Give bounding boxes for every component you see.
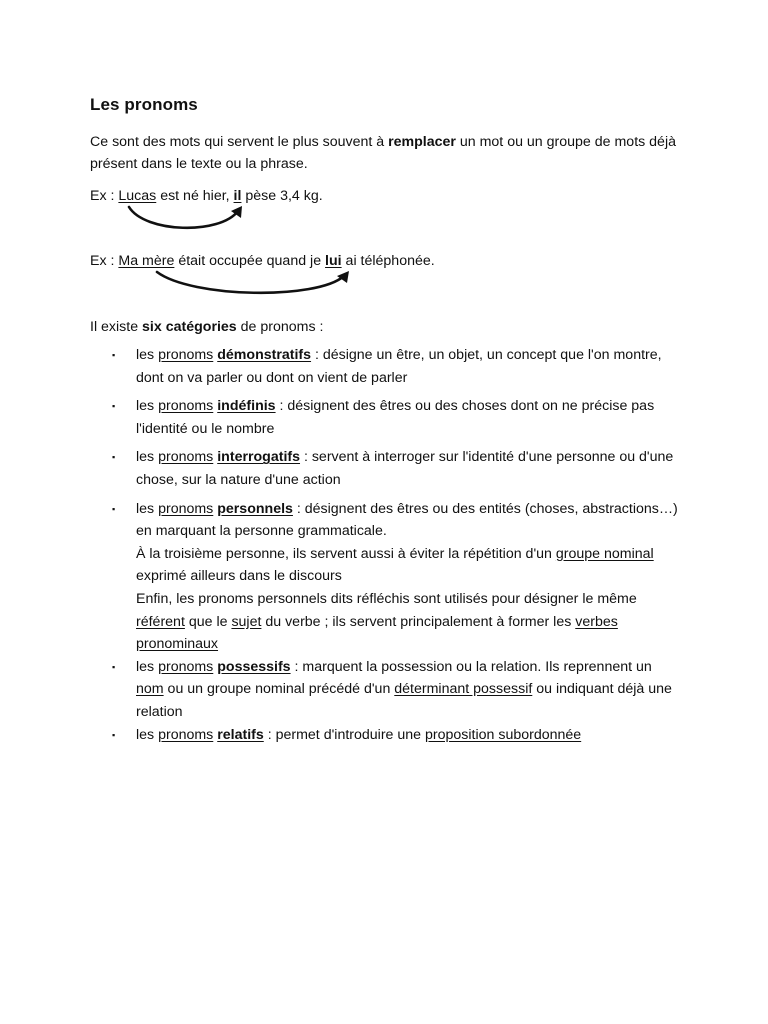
list-item-demonstratifs [90, 344, 680, 389]
verbes-pronominaux-link[interactable]: verbes pronominaux [136, 613, 618, 653]
item-prefix: les [136, 500, 159, 517]
item-kind-link[interactable]: possessifs [217, 658, 291, 675]
categories-intro-end: de pronoms : [236, 319, 324, 335]
item-description-end: ou indiquant déjà une relation [136, 681, 672, 720]
bullet-icon: ▪ [112, 401, 116, 412]
sujet-link[interactable]: sujet [231, 613, 262, 630]
example-2-arrow-icon [152, 268, 357, 300]
bullet-icon: ▪ [112, 350, 116, 360]
item-kind-link[interactable]: indéfinis [217, 398, 276, 415]
proposition-subordonnee-link[interactable]: proposition subordonnée [425, 726, 582, 743]
item-description: : servent à interroger sur l'identité d'une personne ou d'une chose, sur la nature d'une action [136, 449, 674, 488]
item-prefix: les [136, 398, 159, 415]
list-item-indefinis [90, 395, 680, 440]
bullet-icon: ▪ [112, 729, 116, 740]
item-prefix: les [136, 658, 159, 675]
item-kind-link[interactable]: démonstratifs [217, 347, 312, 363]
item-kind-link[interactable]: personnels [217, 500, 293, 517]
example-2-pronoun: lui [325, 253, 342, 269]
item-kind-link[interactable]: relatifs [217, 726, 264, 743]
item-line3-start: Enfin, les pronoms personnels dits réfléchis sont utilisés pour désigner le même [136, 590, 637, 607]
example-1-pronoun: il [233, 188, 242, 204]
item-line3-mid2: du verbe ; ils servent principalement à former les [261, 613, 576, 630]
example-1-antecedent: Lucas [118, 188, 157, 204]
item-description: : désigne un être, un objet, un concept que l'on montre, dont on va parler ou dont on vient de parler [136, 347, 662, 386]
list-item-possessifs [90, 656, 680, 724]
item-pronoms-link[interactable]: pronoms [158, 449, 214, 466]
categories-intro-start: Il existe [90, 319, 143, 335]
intro-text-start: Ce sont des mots qui servent le plus souvent à [90, 134, 389, 150]
example-1-middle: est né hier, [156, 188, 234, 204]
item-description-start: : marquent la possession ou la relation. Ils reprennent un [290, 658, 652, 675]
categories-intro [90, 316, 323, 338]
list-item-interrogatifs [90, 446, 680, 491]
item-line2-start: À la troisième personne, ils servent aussi à éviter la répétition d'un [136, 545, 556, 562]
bullet-icon: ▪ [112, 661, 116, 672]
example-2-prefix: Ex : [90, 253, 119, 269]
example-1-prefix: Ex : [90, 188, 119, 204]
item-prefix: les [136, 449, 159, 466]
example-2-end: ai téléphonée. [341, 253, 435, 269]
example-1-end: pèse 3,4 kg. [241, 188, 323, 204]
bullet-icon: ▪ [112, 503, 116, 514]
example-2-antecedent: Ma mère [118, 253, 175, 269]
example-1-arrow-icon [125, 203, 255, 235]
item-pronoms-link[interactable]: pronoms [158, 658, 214, 675]
item-pronoms-link[interactable]: pronoms [158, 726, 214, 743]
item-pronoms-link[interactable]: pronoms [158, 500, 214, 517]
list-item-relatifs [90, 724, 680, 747]
item-line3-mid: que le [184, 613, 232, 630]
page-title: Les pronoms [90, 95, 198, 114]
nom-link[interactable]: nom [136, 681, 164, 698]
bullet-icon: ▪ [112, 452, 116, 463]
intro-text-end: un mot ou un groupe de mots déjà présent dans le texte ou la phrase. [90, 134, 676, 172]
referent-link[interactable]: référent [136, 613, 185, 630]
intro-paragraph [90, 131, 680, 175]
determinant-possessif-link[interactable]: déterminant possessif [394, 681, 533, 698]
example-2-middle: était occupée quand je [174, 253, 326, 269]
item-description-start: : permet d'introduire une [263, 726, 425, 743]
pronoun-categories-list [90, 344, 680, 746]
item-description: : désignent des êtres ou des choses dont on ne précise pas l'identité ou le nombre [136, 398, 655, 437]
item-prefix: les [136, 726, 159, 743]
groupe-nominal-link[interactable]: groupe nominal [555, 545, 654, 562]
item-pronoms-link[interactable]: pronoms [158, 398, 214, 415]
item-pronoms-link[interactable]: pronoms [158, 347, 214, 363]
item-kind-link[interactable]: interrogatifs [217, 449, 301, 466]
item-description: : désignent des êtres ou des entités (choses, abstractions…) en marquant la personne grammaticale. [136, 500, 678, 540]
item-line2-end: exprimé ailleurs dans le discours [136, 568, 342, 585]
item-description-mid: ou un groupe nominal précédé d'un [163, 681, 395, 698]
categories-intro-bold: six catégories [142, 319, 237, 335]
list-item-personnels [90, 498, 680, 656]
intro-bold-word: remplacer [388, 134, 456, 150]
item-prefix: les [136, 347, 159, 363]
